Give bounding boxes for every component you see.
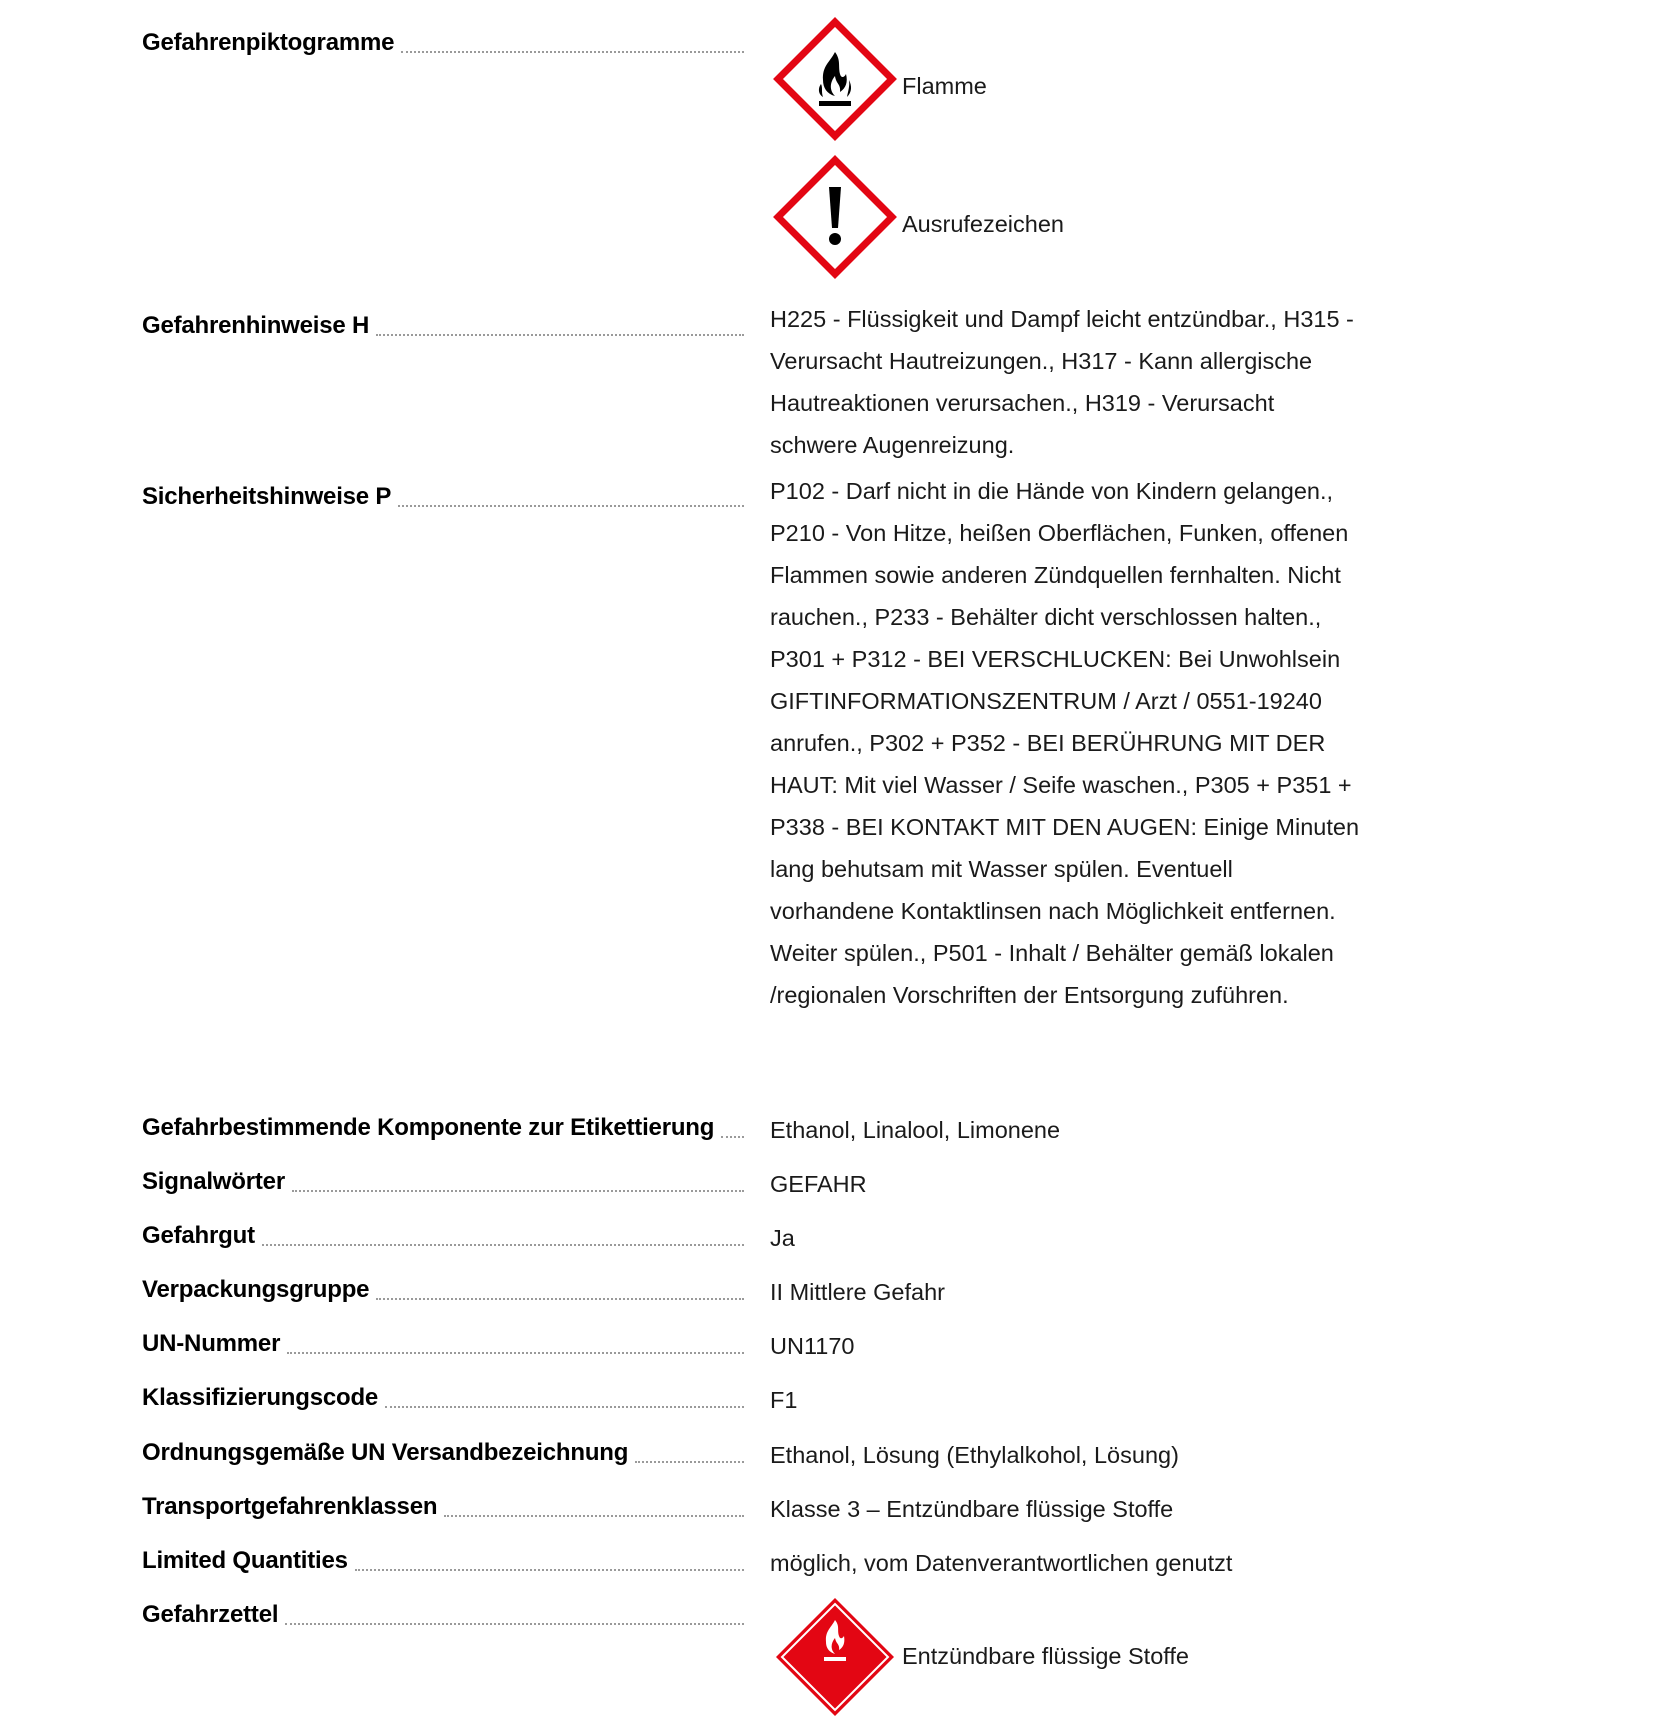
dot-leader (376, 334, 744, 336)
pictogram-name-flame: Flamme (902, 73, 987, 99)
row-label-signal-words: Signalwörter (142, 1166, 744, 1198)
row-label-un-number: UN-Nummer (142, 1328, 744, 1360)
dot-leader (262, 1244, 744, 1246)
row-label-classification-code: Klassifizierungscode (142, 1382, 744, 1414)
hazard-statements-value: H225 - Flüssigkeit und Dampf leicht entzündbar., H315 - Verursacht Hautreizungen., H317 - Kann allergische Hautreaktionen verursachen., H319 - Verursacht schwere Augenreizung. (770, 306, 1354, 458)
flame-pictogram-icon (774, 18, 896, 140)
dot-leader (385, 1406, 744, 1408)
row-value-hazard-component: Ethanol, Linalool, Limonene (770, 1117, 1061, 1143)
row-value-limited-quantities: möglich, vom Datenverantwortlichen genutzt (770, 1550, 1233, 1576)
dot-leader (401, 51, 744, 53)
dot-leader (444, 1515, 744, 1517)
row-label-shipping-name: Ordnungsgemäße UN Versandbezeichnung (142, 1437, 744, 1469)
dot-leader (635, 1461, 744, 1463)
row-value-shipping-name: Ethanol, Lösung (Ethylalkohol, Lösung) (770, 1442, 1179, 1468)
hazard-statements-label: Gefahrenhinweise H (142, 310, 744, 342)
row-label-transport-classes: Transportgefahrenklassen (142, 1491, 744, 1523)
precautionary-statements-label: Sicherheitshinweise P (142, 481, 744, 513)
row-value-dangerous-goods: Ja (770, 1225, 795, 1251)
row-value-un-number: UN1170 (770, 1333, 855, 1359)
pictogram-name-exclamation: Ausrufezeichen (902, 211, 1064, 237)
pictograms-label: Gefahrenpiktogramme (142, 27, 744, 59)
hazard-label-value: Entzündbare flüssige Stoffe (902, 1643, 1189, 1669)
hazard-label-label: Gefahrzettel (142, 1599, 744, 1631)
exclamation-pictogram-icon (774, 156, 896, 278)
dot-leader (285, 1623, 744, 1625)
row-label-dangerous-goods: Gefahrgut (142, 1220, 744, 1252)
dot-leader (355, 1569, 744, 1571)
dot-leader (398, 505, 744, 507)
dot-leader (292, 1190, 744, 1192)
precautionary-statements-value: P102 - Darf nicht in die Hände von Kindern gelangen., P210 - Von Hitze, heißen Oberflächen, Funken, offenen Flammen sowie anderen Zündquellen fernhalten. Nicht rauchen., P233 - Behälter dicht verschlossen halten., P301 + P312 - BEI VERSCHLUCKEN: Bei Unwohlsein GIFTINFORMATIONSZENTRUM / Arzt / 0551-19240 anrufen., P302 + P352 - BEI BERÜHRUNG MIT DER HAUT: Mit viel Wasser / Seife waschen., P305 + P351 + P338 - BEI KONTAKT MIT DEN AUGEN: Einige Minuten lang behutsam mit Wasser spülen. Eventuell vorhandene Kontaktlinsen nach Möglichkeit entfernen. Weiter spülen., P501 - Inhalt / Behälter gemäß lokalen /regionalen Vorschriften der Entsorgung zuführen. (770, 478, 1360, 1008)
row-label-hazard-component: Gefahrbestimmende Komponente zur Etikettierung (142, 1112, 744, 1144)
row-value-classification-code: F1 (770, 1387, 798, 1413)
dot-leader (376, 1298, 744, 1300)
row-label-packing-group: Verpackungsgruppe (142, 1274, 744, 1306)
row-value-packing-group: II Mittlere Gefahr (770, 1279, 945, 1305)
dot-leader (287, 1352, 744, 1354)
row-label-limited-quantities: Limited Quantities (142, 1545, 744, 1577)
row-value-signal-words: GEFAHR (770, 1171, 867, 1197)
dot-leader (721, 1136, 744, 1138)
flammable-liquid-label-icon (774, 1596, 896, 1718)
row-value-transport-classes: Klasse 3 – Entzündbare flüssige Stoffe (770, 1496, 1174, 1522)
